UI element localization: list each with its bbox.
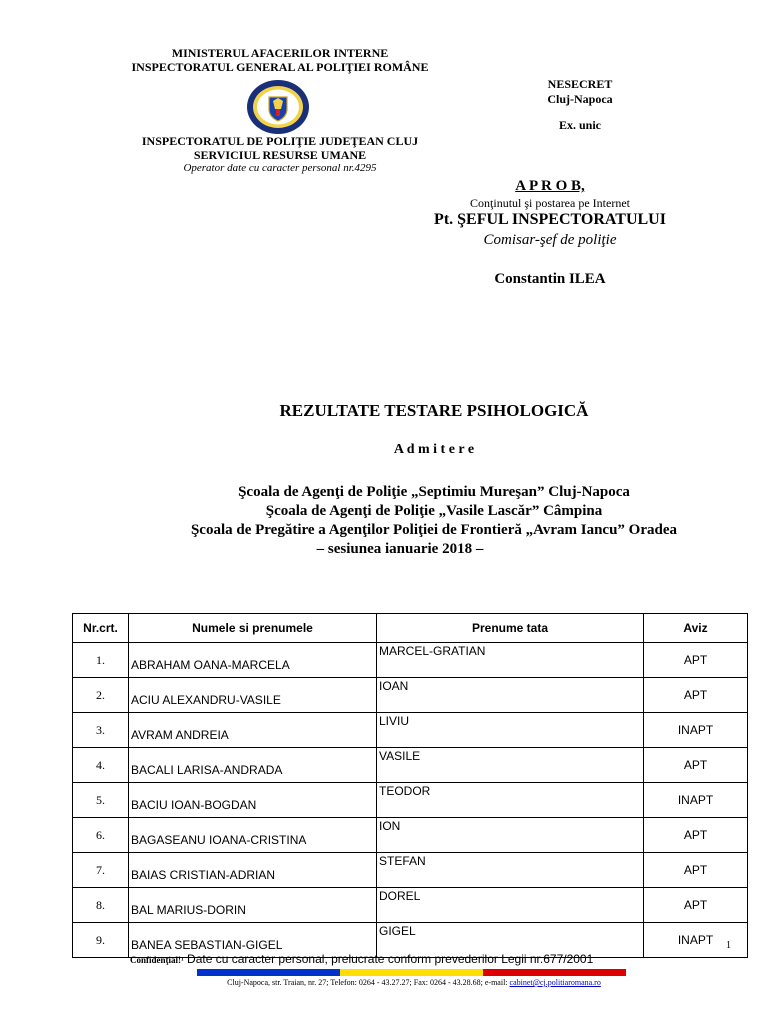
candidate-name: ABRAHAM OANA-MARCELA: [129, 643, 377, 678]
confidential-notice: [130, 952, 593, 966]
row-number: 3.: [73, 713, 129, 748]
email-link[interactable]: cabinet@cj.politiaromana.ro: [509, 978, 601, 987]
footer-address: [0, 978, 768, 987]
city-label: Cluj-Napoca: [547, 92, 613, 106]
row-number: 4.: [73, 748, 129, 783]
aviz-result: APT: [644, 888, 748, 923]
flag-stripe-blue: [197, 969, 340, 976]
approval-rank: Comisar-şef de poliţie: [483, 232, 617, 248]
aviz-result: APT: [644, 818, 748, 853]
table-row: [73, 783, 748, 818]
row-number: 1.: [73, 643, 129, 678]
father-name: TEODOR: [377, 783, 644, 818]
father-name: LIVIU: [377, 713, 644, 748]
father-name: STEFAN: [377, 853, 644, 888]
header-nr: Nr.crt.: [73, 614, 129, 643]
approval-for-chief: Pt. ŞEFUL INSPECTORATULUI: [434, 211, 666, 228]
address-text: Cluj-Napoca, str. Traian, nr. 27; Telefon: 0264 - 43.27.27; Fax: 0264 - 43.28.68; e-mail:: [227, 978, 510, 987]
father-name: VASILE: [377, 748, 644, 783]
approval-content: Conţinutul şi postarea pe Internet: [470, 196, 630, 210]
aviz-result: APT: [644, 853, 748, 888]
inspectorate-name: INSPECTORATUL GENERAL AL POLIŢIEI ROMÂNE: [131, 60, 429, 74]
table-row: [73, 853, 748, 888]
aviz-result: INAPT: [644, 713, 748, 748]
table-row: [73, 713, 748, 748]
row-number: 8.: [73, 888, 129, 923]
table-row: [73, 643, 748, 678]
document-subtitle: A d m i t e r e: [393, 442, 475, 457]
candidate-name: AVRAM ANDREIA: [129, 713, 377, 748]
father-name: ION: [377, 818, 644, 853]
father-name: IOAN: [377, 678, 644, 713]
table-row: [73, 748, 748, 783]
table-row: [73, 818, 748, 853]
approval-name: Constantin ILEA: [494, 271, 606, 287]
candidate-name: BAGASEANU IOANA-CRISTINA: [129, 818, 377, 853]
table-row: [73, 678, 748, 713]
candidate-name: BANEA SEBASTIAN-GIGEL: [129, 923, 377, 958]
classification-label: NESECRET: [547, 77, 613, 91]
copy-label: Ex. unic: [558, 118, 601, 132]
aviz-result: INAPT: [644, 783, 748, 818]
results-table: [72, 613, 748, 958]
approval-heading: A P R O B,: [515, 178, 585, 194]
flag-stripe-yellow: [340, 969, 483, 976]
row-number: 9.: [73, 923, 129, 958]
aviz-result: APT: [644, 748, 748, 783]
session-line: – sesiunea ianuarie 2018 –: [316, 541, 484, 557]
document-title: REZULTATE TESTARE PSIHOLOGICĂ: [279, 401, 589, 420]
father-name: GIGEL: [377, 923, 644, 958]
header-father: Prenume tata: [377, 614, 644, 643]
confidential-label: Confidenţial!¹: [130, 955, 184, 965]
table-header-row: [73, 614, 748, 643]
candidate-name: BAL MARIUS-DORIN: [129, 888, 377, 923]
ministry-name: MINISTERUL AFACERILOR INTERNE: [171, 46, 389, 60]
flag-stripe-red: [483, 969, 626, 976]
county-inspectorate: INSPECTORATUL DE POLIŢIE JUDEŢEAN CLUJ: [141, 134, 419, 148]
candidate-name: BACALI LARISA-ANDRADA: [129, 748, 377, 783]
service-name: SERVICIUL RESURSE UMANE: [193, 148, 367, 162]
page-number: 1: [726, 940, 731, 951]
school-line-2: Şcoala de Agenţi de Poliţie „Vasile Lascăr” Câmpina: [265, 503, 603, 519]
school-line-3: Şcoala de Pregătire a Agenţilor Poliţiei de Frontieră „Avram Iancu” Oradea: [190, 522, 678, 538]
header-aviz: Aviz: [644, 614, 748, 643]
row-number: 2.: [73, 678, 129, 713]
row-number: 7.: [73, 853, 129, 888]
candidate-name: ACIU ALEXANDRU-VASILE: [129, 678, 377, 713]
father-name: DOREL: [377, 888, 644, 923]
father-name: MARCEL-GRATIAN: [377, 643, 644, 678]
aviz-result: INAPT: [644, 923, 748, 958]
police-emblem-logo: [245, 79, 311, 135]
aviz-result: APT: [644, 678, 748, 713]
row-number: 5.: [73, 783, 129, 818]
candidate-name: BAIAS CRISTIAN-ADRIAN: [129, 853, 377, 888]
row-number: 6.: [73, 818, 129, 853]
operator-number: Operator date cu caracter personal nr.4295: [183, 162, 377, 174]
aviz-result: APT: [644, 643, 748, 678]
confidential-text: Date cu caracter personal, prelucrate conform prevederilor Legii nr.677/2001: [187, 952, 594, 966]
candidate-name: BACIU IOAN-BOGDAN: [129, 783, 377, 818]
header-name: Numele si prenumele: [129, 614, 377, 643]
table-row: [73, 888, 748, 923]
school-line-1: Şcoala de Agenţi de Poliţie „Septimiu Mureşan” Cluj-Napoca: [238, 484, 630, 500]
